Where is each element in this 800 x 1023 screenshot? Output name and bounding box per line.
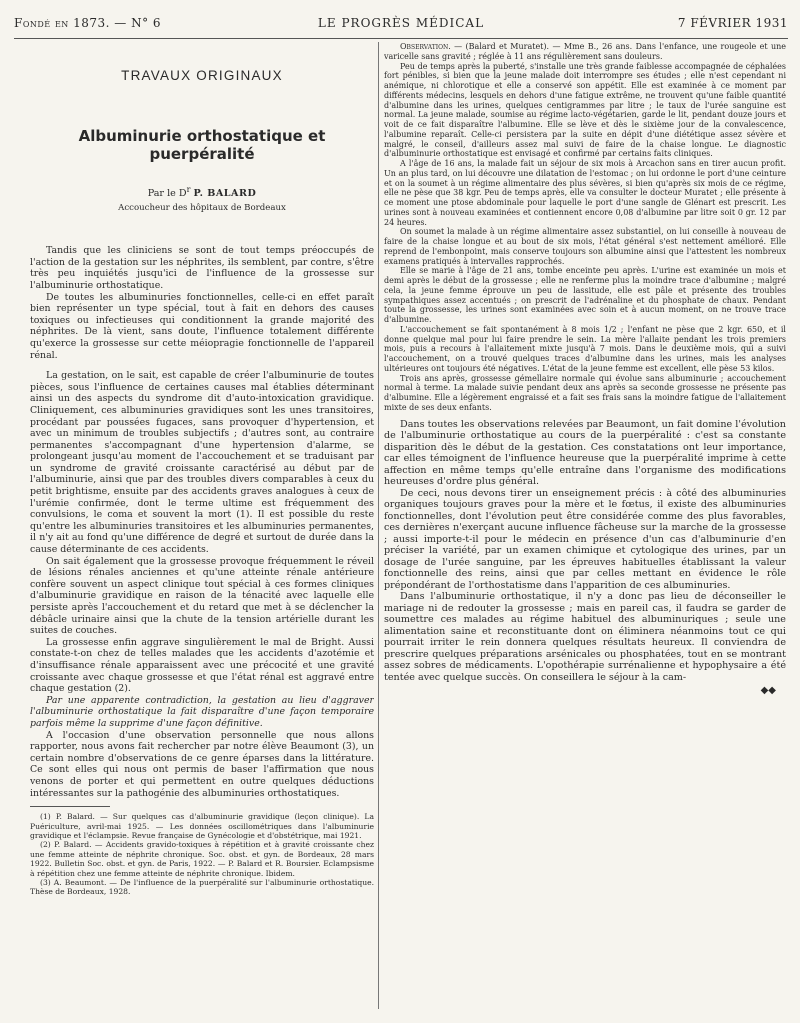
section-heading: TRAVAUX ORIGINAUX xyxy=(121,68,283,83)
observation-paragraph: Elle se marie à l'âge de 21 ans, tombe enceinte peu après. L'urine est examinée un mois et demi après le début de la grossesse ; elle ne renferme plus la moindre trace d'albumine ; malgré cela, la jeune femme éprouve un peu de lassitude, elle est pâle et présente des troubles sympathiques assez accentués ; on prescrit de l'adrénaline et du phosphate de chaux. Pendant toute la grossesse, les urines sont examinées avec soin et à aucun moment, on ne trouve trace d'albumine. xyxy=(384,266,786,324)
author-affiliation: Accoucheur des hôpitaux de Bordeaux xyxy=(118,203,286,214)
footnotes xyxy=(30,812,374,897)
byline xyxy=(30,185,374,199)
paragraph: La grossesse enfin aggrave singulièrement le mal de Bright. Aussi constate-t-on chez de telles malades que les accidents d'azotémie et d'insuffisance rénale apparaissent avec une précocité et une gravité croissante avec chaque grossesse et que l'état rénal est aggravé entre chaque gestation (2). xyxy=(30,636,374,695)
paragraph: On sait également que la grossesse provoque fréquemment le réveil de lésions rénales anciennes et qu'une atteinte rénale antérieure confère souvent un aspect clinique tout spécial à ces formes cliniques d'albuminurie gravidique en raison de la ténacité avec laquelle elle persiste après l'accouchement et du retard que met à se déclencher la débâcle urinaire ainsi que la chute de la tension artérielle durant les suites de couches. xyxy=(30,555,374,637)
observation-intro xyxy=(384,42,786,62)
running-header xyxy=(14,16,788,36)
end-ornament: ◆◆ xyxy=(760,685,776,696)
observation-authors: — (Balard et Muratet). — xyxy=(450,42,564,51)
paragraph: De toutes les albuminuries fonctionnelles, celle-ci en effet paraît bien représenter un type spécial, tout à fait en dehors des causes toxiques ou infectieuses qui conditionnent la grande majorité des néphrites. De là vient, sans doute, l'influence totalement différente qu'exerce la grossesse sur cette méiopragie fonctionnelle de l'appareil rénal. xyxy=(30,291,374,361)
footnote: (2) P. Balard. — Accidents gravido-toxiques à répétition et à gravité croissante chez une femme atteinte de néphrite chronique. Soc. obst. et gyn. de Bordeaux, 28 mars 1922. Bulletin Soc. obst. et gyn. de Paris, 1922. — P. Balard et R. Boursier. Eclampsisme à répétition chez une femme atteinte de néphrite chronique. Ibidem. xyxy=(30,840,374,878)
observation-block xyxy=(384,42,786,413)
journal-name: LE PROGRÈS MÉDICAL xyxy=(317,16,485,30)
column-divider xyxy=(378,42,379,1009)
footnote: (1) P. Balard. — Sur quelques cas d'albuminurie gravidique (leçon clinique). La Puériculture, avril-mai 1925. — Les données oscillométriques dans l'albuminurie gravidique et l'éclampsie. Revue française de Gynécologie et d'obstétrique, mai 1921. xyxy=(30,812,374,840)
founded-note: Fondé en 1873. — N° 6 xyxy=(14,16,162,30)
author-name: P. BALARD xyxy=(193,188,257,200)
header-rule xyxy=(14,38,788,39)
discussion-paragraph: Dans l'albuminurie orthostatique, il n'y a donc pas lieu de déconseiller le mariage ni de redouter la grossesse ; mais en pareil cas, il faudra se garder de soumettre ces malades au régime habituel des albuminuriques ; seule une alimentation saine et reconstituante dont on éliminera néanmoins tout ce qui pourrait irriter le rein donnera quelques résultats heureux. Il conviendra de prescrire quelques préparations arsénicales ou phosphatées, tout en se montrant assez sobres de médicaments. L'opothérapie surrénalienne et hypophysaire a été tentée avec quelque succès. On conseillera le séjour à la cam- xyxy=(384,591,786,683)
observation-text: Mme B., 26 ans. Dans l'enfance, une rougeole et une varicelle sans gravité ; réglée à 11 ans régulièrement sans douleurs. xyxy=(384,42,786,61)
observation-paragraph: On soumet la malade à un régime alimentaire assez substantiel, on lui conseille à nouveau de faire de la chaise longue et au bout de six mois, l'état général s'est nettement amélioré. Elle reprend de l'embonpoint, mais conserve toujours son albumine ainsi que l'attestent les nombreux examens pratiqués à intervalles rapprochés. xyxy=(384,227,786,266)
article-title: Albuminurie orthostatique et puerpéralité xyxy=(78,127,326,163)
left-column xyxy=(30,42,374,1013)
observation-paragraph: L'accouchement se fait spontanément à 8 mois 1/2 ; l'enfant ne pèse que 2 kgr. 650, et il donne quelque mal pour lui faire prendre le sein. La mère l'allaite pendant les trois premiers mois, puis a recours à l'allaitement mixte jusqu'à 7 mois. Dans le deuxième mois, qui a suivi l'accouchement, on a trouvé quelques traces d'albumine dans les urines, mais les analyses ultérieures ont toujours été négatives. L'état de la jeune femme est excellent, elle pèse 53 kilos. xyxy=(384,324,786,373)
discussion-paragraph: De ceci, nous devons tirer un enseignement précis : à côté des albuminuries organiques toujours graves pour la mère et le fœtus, il existe des albuminuries fonctionnelles, dont l'évolution peut être considérée comme des plus favorables, ces dernières n'exerçant aucune influence fâcheuse sur la marche de la grossesse ; aussi importe-t-il pour le médecin en présence d'un cas d'albuminurie d'en préciser la variété, par un examen chimique et cytologique des urines, par un dosage de l'urée sanguine, par les épreuves habituelles établissant la valeur fonctionnelle des reins, ainsi que par celles mettant en évidence le rôle prépondérant de l'orthostatisme dans l'apparition de ces albuminuries. xyxy=(384,487,786,591)
paragraph-italic: Par une apparente contradiction, la gestation au lieu d'aggraver l'albuminurie orthostatique la fait disparaître d'une façon temporaire parfois même la supprime d'une façon définitive. xyxy=(30,694,374,729)
observation-label: Observation. xyxy=(400,42,451,51)
discussion-paragraph: Dans toutes les observations relevées par Beaumont, un fait domine l'évolution de l'albuminurie orthostatique au cours de la puerpéralité : c'est sa constante disparition dès le début de la gestation. Ces constatations ont leur importance, car elles témoignent de l'influence heureuse que la puerpéralité imprime à cette affection en même temps qu'elle entraîne dans l'organisme des modifications heureuses d'ordre plus général. xyxy=(384,418,786,487)
paragraph: Tandis que les cliniciens se sont de tout temps préoccupés de l'action de la gestation sur les néphrites, ils semblent, par contre, s'être très peu inquiétés jusqu'ici de l'influence de la grossesse sur l'albuminurie orthostatique. xyxy=(30,245,374,291)
right-column xyxy=(384,42,786,1013)
footnote: (3) A. Beaumont. — De l'influence de la puerpéralité sur l'albuminurie orthostatique. Thèse de Bordeaux, 1928. xyxy=(30,877,374,897)
observation-paragraph: A l'âge de 16 ans, la malade fait un séjour de six mois à Arcachon sans en tirer aucun profit. Un an plus tard, on lui découvre une dilatation de l'estomac ; on lui ordonne le port d'une ceinture et on la soumet à un régime alimentaire des plus sévères, si bien qu'après six mois de ce régime, elle ne pèse que 38 kgr. Peu de temps après, elle va consulter le docteur Muratet ; elle présente à ce moment une ptose abdominale pour laquelle le port d'une sangle de Glénart est prescrit. Les urines sont à nouveau examinées et contiennent encore 0,08 d'albumine par litre soit 0 gr. 12 par 24 heures. xyxy=(384,159,786,227)
observation-paragraph: Trois ans après, grossesse gémellaire normale qui évolue sans albuminurie ; accouchement normal à terme. La malade suivie pendant deux ans après sa seconde grossesse ne présente pas d'albumine. Elle a légèrement engraissé et a fait ses frais sans la moindre fatigue de l'allaitement mixte de ses deux enfants. xyxy=(384,373,786,412)
paragraph: A l'occasion d'une observation personnelle que nous allons rapporter, nous avons fait rechercher par notre élève Beaumont (3), un certain nombre d'observations de ce genre éparses dans la littérature. Ce sont elles qui nous ont permis de baser l'affirmation que nous venons de porter et qui permettent en outre quelques déductions intéressantes sur la pathogénie des albuminuries orthostatiques. xyxy=(30,729,374,799)
discussion-block xyxy=(384,419,786,684)
paragraph: La gestation, on le sait, est capable de créer l'albuminurie de toutes pièces, sous l'influence de certaines causes mal établies déterminant ainsi un des aspects du syndrome dit d'auto-intoxication gravidique. Cliniquement, ces albuminuries gravidiques sont les unes transitoires, procédant par poussées fugaces, sans provoquer d'hypertension, et avec un minimum de troubles subjectifs ; d'autres sont, au contraire permanentes s'accompagnant d'une hypertension d'alarme, se prolongeant jusqu'au moment de l'accouchement et se traduisant par un syndrome de gravité croissante caractérisé au début par de l'albuminurie, ainsi que par des troubles divers comparables à ceux du petit brightisme, ensuite par des accidents graves analogues à ceux de l'urémie confirmée, dont le terme ultime est fréquemment des convulsions, le coma et souvent la mort (1). Il est possible du reste qu'entre les albuminuries transitoires et les albuminuries permanentes, il n'y ait au fond qu'une différence de degré et surtout de durée dans la cause déterminante de ces accidents. xyxy=(30,370,374,556)
issue-date: 7 FÉVRIER 1931 xyxy=(677,16,788,30)
byline-prefix: Par le D xyxy=(147,188,187,200)
footnote-rule xyxy=(30,806,110,807)
byline-sup: r xyxy=(186,185,191,194)
observation-paragraph: Peu de temps après la puberté, s'installe une très grande faiblesse accompagnée de céphalées fort pénibles, si bien que la jeune malade doit interrompre ses études ; elle n'est cependant ni anémique, ni chlorotique et elle a conservé son appétit. Elle est examinée à ce moment par différents médecins, lesquels en dehors d'une fatigue extrême, ne trouvent qu'une faible quantité d'albumine dans les urines, quelques centigrammes par litre ; le taux de l'urée sanguine est normal. La jeune malade, soumise au régime lacto-végétarien, garde le lit, pendant douze jours et voit de ce fait disparaître l'albumine. Elle se lève et dès le sixième jour de la convalescence, l'albumine reparaît. Celle-ci persistera par la suite en dépit d'une diététique assez sévère et malgré, le conseil, d'ailleurs assez mal suivi de faire de la chaise longue. Le diagnostic d'albuminurie orthostatique est envisagé et confirmé par certains faits cliniques. xyxy=(384,61,786,159)
